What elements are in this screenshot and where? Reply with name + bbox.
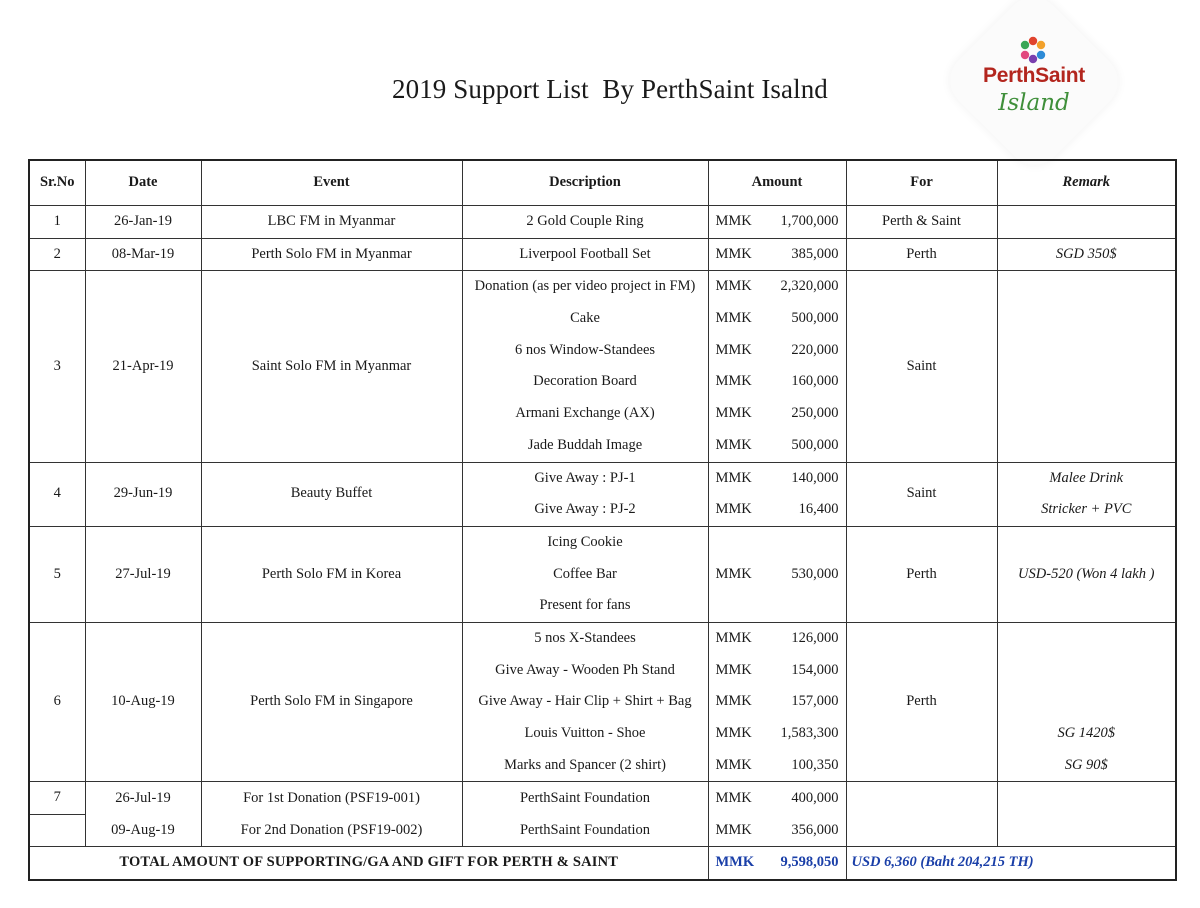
description bbox=[466, 783, 705, 815]
logo-dot bbox=[1021, 41, 1029, 49]
remark-line: Malee Drink bbox=[1049, 469, 1124, 486]
amount-line bbox=[712, 783, 843, 815]
table-row bbox=[29, 238, 1176, 271]
description-line: Give Away : PJ-2 bbox=[534, 501, 636, 518]
date: 21-Apr-19 bbox=[112, 357, 174, 374]
amount-value: 500,000 bbox=[791, 310, 839, 327]
cell-amount bbox=[708, 815, 846, 847]
amount-stack bbox=[712, 463, 843, 526]
amount-value: 1,700,000 bbox=[780, 213, 839, 229]
currency: MMK bbox=[715, 629, 752, 646]
amount-line bbox=[712, 847, 843, 879]
cell-event bbox=[201, 782, 462, 815]
amount-line bbox=[712, 463, 843, 495]
remark-line bbox=[1001, 623, 1173, 655]
cell-event bbox=[201, 462, 462, 526]
cell-for bbox=[846, 622, 997, 781]
amount-line bbox=[712, 398, 843, 430]
header-description: Description bbox=[462, 160, 708, 206]
table-header-row bbox=[29, 160, 1176, 206]
logo-dot bbox=[1021, 51, 1029, 59]
cell-event bbox=[201, 206, 462, 239]
logo-text-perthsaint: PerthSaint bbox=[982, 64, 1086, 87]
amount-value: 157,000 bbox=[791, 693, 839, 710]
cell-amount bbox=[708, 206, 846, 239]
amount-line bbox=[712, 494, 843, 526]
cell-event bbox=[201, 622, 462, 781]
cell-sr bbox=[29, 271, 85, 462]
amount-line bbox=[712, 303, 843, 335]
cell-remark bbox=[997, 526, 1176, 622]
event: For 2nd Donation (PSF19-002) bbox=[240, 821, 423, 838]
amount-line bbox=[712, 686, 843, 718]
table-row bbox=[29, 206, 1176, 239]
sr-no: 4 bbox=[53, 485, 61, 502]
amount-stack bbox=[712, 783, 843, 815]
amount-value: 250,000 bbox=[791, 405, 839, 422]
event: Perth Solo FM in Singapore bbox=[250, 693, 413, 710]
amount-stack bbox=[712, 206, 843, 238]
remark-line bbox=[1001, 655, 1173, 687]
total-row bbox=[29, 847, 1176, 881]
amount-line bbox=[712, 271, 843, 303]
amount-stack bbox=[712, 271, 843, 461]
cell-remark bbox=[997, 782, 1176, 815]
date: 09-Aug-19 bbox=[111, 821, 175, 838]
cell-sr bbox=[29, 622, 85, 781]
cell-sr bbox=[29, 462, 85, 526]
date: 08-Mar-19 bbox=[111, 245, 175, 262]
header-for: For bbox=[846, 160, 997, 206]
date: 29-Jun-19 bbox=[113, 485, 173, 502]
date: 26-Jul-19 bbox=[115, 789, 171, 806]
amount-value: 126,000 bbox=[791, 629, 839, 646]
currency: MMK bbox=[715, 373, 752, 390]
brand-logo bbox=[966, 14, 1102, 148]
for: Perth & Saint bbox=[882, 213, 961, 229]
cell-sr bbox=[29, 206, 85, 239]
cell-remark bbox=[997, 815, 1176, 847]
description bbox=[466, 527, 705, 622]
currency: MMK bbox=[715, 278, 752, 295]
cell-amount bbox=[708, 782, 846, 815]
amount-value: 100,350 bbox=[791, 756, 839, 773]
table-row bbox=[29, 782, 1176, 815]
remark-line bbox=[1001, 366, 1173, 398]
for: Perth bbox=[906, 565, 937, 582]
currency: MMK bbox=[715, 245, 752, 262]
total-label: TOTAL AMOUNT OF SUPPORTING/GA AND GIFT FOR PERTH & SAINT bbox=[119, 854, 619, 871]
cell-date bbox=[85, 526, 201, 622]
amount-line bbox=[712, 750, 843, 782]
currency: MMK bbox=[715, 789, 752, 806]
table-body bbox=[29, 206, 1176, 881]
cell-description bbox=[462, 462, 708, 526]
table-row bbox=[29, 526, 1176, 622]
logo-dot bbox=[1037, 41, 1045, 49]
cell-for bbox=[846, 526, 997, 622]
description-line: PerthSaint Foundation bbox=[519, 789, 651, 806]
logo-dot bbox=[1029, 37, 1037, 45]
remark-line bbox=[1001, 430, 1173, 462]
currency: MMK bbox=[715, 661, 752, 678]
for: Perth bbox=[906, 245, 937, 262]
amount-stack bbox=[712, 239, 843, 271]
amount-line bbox=[712, 718, 843, 750]
description: PerthSaint Foundation bbox=[519, 821, 651, 838]
currency: MMK bbox=[715, 565, 752, 582]
event: LBC FM in Myanmar bbox=[267, 213, 396, 229]
remark bbox=[1001, 623, 1173, 781]
event: For 1st Donation (PSF19-001) bbox=[243, 789, 420, 806]
cell-description bbox=[462, 238, 708, 271]
sr-no: 3 bbox=[53, 357, 61, 374]
amount-value: 530,000 bbox=[791, 565, 839, 582]
cell-date bbox=[85, 782, 201, 815]
sr-no: 7 bbox=[53, 789, 61, 806]
remark-line bbox=[1001, 398, 1173, 430]
remark-line bbox=[1001, 271, 1173, 303]
currency: MMK bbox=[715, 821, 752, 838]
logo-dot bbox=[1037, 51, 1045, 59]
description-line: Icing Cookie bbox=[547, 533, 623, 550]
cell-for bbox=[846, 238, 997, 271]
description-line: Armani Exchange (AX) bbox=[515, 405, 655, 422]
cell-date bbox=[85, 815, 201, 847]
currency: MMK bbox=[715, 213, 752, 229]
cell-for bbox=[846, 462, 997, 526]
description-line: Give Away : PJ-1 bbox=[534, 469, 636, 486]
description bbox=[466, 239, 705, 271]
description bbox=[466, 623, 705, 781]
total-currency: MMK bbox=[715, 854, 755, 871]
sr-no: 5 bbox=[53, 565, 61, 582]
amount-value: 140,000 bbox=[791, 469, 839, 486]
cell-description bbox=[462, 782, 708, 815]
cell-event bbox=[201, 815, 462, 847]
logo-dot bbox=[1029, 55, 1037, 63]
cell-date bbox=[85, 238, 201, 271]
amount-line bbox=[712, 206, 843, 238]
cell-event bbox=[201, 271, 462, 462]
date: 10-Aug-19 bbox=[111, 693, 175, 710]
cell-for bbox=[846, 271, 997, 462]
description-line: Decoration Board bbox=[533, 373, 637, 390]
sr-no: 2 bbox=[53, 245, 61, 262]
description bbox=[466, 206, 705, 238]
cell-remark bbox=[997, 462, 1176, 526]
cell-amount bbox=[708, 238, 846, 271]
amount-line bbox=[712, 559, 843, 591]
cell-sr bbox=[29, 526, 85, 622]
header-date: Date bbox=[85, 160, 201, 206]
header-amount: Amount bbox=[708, 160, 846, 206]
table-row bbox=[29, 462, 1176, 526]
header-event: Event bbox=[201, 160, 462, 206]
remark-line bbox=[1001, 206, 1173, 238]
currency: MMK bbox=[715, 469, 752, 486]
amount-line bbox=[712, 655, 843, 687]
for: Saint bbox=[906, 485, 937, 502]
remark-line: SG 90$ bbox=[1064, 756, 1108, 773]
amount-line bbox=[712, 623, 843, 655]
total-usd: USD 6,360 (Baht 204,215 TH) bbox=[851, 854, 1034, 871]
currency: MMK bbox=[715, 436, 752, 453]
sr-no: 6 bbox=[53, 693, 61, 710]
event: Beauty Buffet bbox=[290, 485, 373, 502]
remark-line: SG 1420$ bbox=[1057, 725, 1116, 742]
cell-description bbox=[462, 206, 708, 239]
cell-for bbox=[846, 206, 997, 239]
description-line: Liverpool Football Set bbox=[519, 245, 651, 262]
description-line: Give Away - Hair Clip + Shirt + Bag bbox=[478, 693, 692, 710]
remark-line bbox=[1001, 335, 1173, 367]
description-line: Coffee Bar bbox=[553, 565, 617, 582]
amount-value: 154,000 bbox=[791, 661, 839, 678]
description-line: Present for fans bbox=[539, 597, 631, 614]
for: Perth bbox=[906, 693, 937, 710]
cell-date bbox=[85, 462, 201, 526]
page-title: 2019 Support List By PerthSaint Isalnd bbox=[392, 74, 828, 104]
cell-description bbox=[462, 526, 708, 622]
total-label-cell bbox=[29, 847, 708, 881]
currency: MMK bbox=[715, 310, 752, 327]
event: Perth Solo FM in Korea bbox=[261, 565, 402, 582]
currency: MMK bbox=[715, 725, 752, 742]
remark-line bbox=[1001, 686, 1173, 718]
amount-value: 356,000 bbox=[791, 821, 839, 838]
header-sr-no: Sr.No bbox=[29, 160, 85, 206]
currency: MMK bbox=[715, 501, 752, 518]
cell-for bbox=[846, 782, 997, 815]
flower-dots-icon bbox=[1018, 36, 1048, 64]
cell-description bbox=[462, 815, 708, 847]
amount-value: 16,400 bbox=[798, 501, 839, 518]
amount-line bbox=[712, 430, 843, 462]
remark bbox=[1001, 239, 1173, 271]
remark-line bbox=[1001, 303, 1173, 335]
amount-value: 1,583,300 bbox=[780, 725, 839, 742]
description-line: 6 nos Window-Standees bbox=[514, 341, 656, 358]
cell-amount bbox=[708, 462, 846, 526]
description-line: 2 Gold Couple Ring bbox=[526, 213, 644, 229]
cell-remark bbox=[997, 206, 1176, 239]
table-row bbox=[29, 271, 1176, 462]
cell-date bbox=[85, 271, 201, 462]
remark bbox=[1001, 463, 1173, 526]
cell-sr bbox=[29, 238, 85, 271]
amount-value: 385,000 bbox=[791, 245, 839, 262]
amount-line bbox=[712, 815, 843, 847]
description-line: Marks and Spancer (2 shirt) bbox=[504, 756, 666, 773]
for: Saint bbox=[906, 357, 937, 374]
cell-amount bbox=[708, 526, 846, 622]
remark-line: Stricker + PVC bbox=[1041, 501, 1132, 518]
amount-value: 160,000 bbox=[791, 373, 839, 390]
date: 26-Jan-19 bbox=[114, 213, 172, 229]
amount-line bbox=[712, 366, 843, 398]
event: Saint Solo FM in Myanmar bbox=[251, 357, 412, 374]
description-line: Jade Buddah Image bbox=[527, 436, 643, 453]
amount-value: 400,000 bbox=[791, 789, 839, 806]
cell-description bbox=[462, 271, 708, 462]
description-line: Cake bbox=[570, 310, 600, 327]
amount-value: 2,320,000 bbox=[780, 278, 839, 295]
event: Perth Solo FM in Myanmar bbox=[251, 245, 412, 262]
remark-line bbox=[1001, 783, 1173, 815]
currency: MMK bbox=[715, 405, 752, 422]
currency: MMK bbox=[715, 341, 752, 358]
support-table bbox=[28, 159, 1177, 881]
remark bbox=[1001, 783, 1173, 815]
description bbox=[466, 271, 705, 461]
cell-event bbox=[201, 526, 462, 622]
cell-date bbox=[85, 206, 201, 239]
cell-remark bbox=[997, 271, 1176, 462]
remark: USD-520 (Won 4 lakh ) bbox=[1018, 565, 1155, 582]
cell-date bbox=[85, 622, 201, 781]
currency: MMK bbox=[715, 693, 752, 710]
remark bbox=[1001, 206, 1173, 238]
logo-text-island: Island bbox=[998, 90, 1070, 116]
cell-for bbox=[846, 815, 997, 847]
table-row bbox=[29, 622, 1176, 781]
date: 27-Jul-19 bbox=[115, 565, 171, 582]
sr-no: 1 bbox=[53, 213, 61, 229]
table-row bbox=[29, 815, 1176, 847]
cell-remark bbox=[997, 238, 1176, 271]
total-amount: 9,598,050 bbox=[780, 854, 839, 871]
header-remark: Remark bbox=[997, 160, 1176, 206]
description-line: Louis Vuitton - Shoe bbox=[524, 725, 646, 742]
amount-value: 500,000 bbox=[791, 436, 839, 453]
remark-line: SGD 350$ bbox=[1055, 245, 1117, 262]
description-line: 5 nos X-Standees bbox=[534, 629, 636, 646]
cell-remark bbox=[997, 622, 1176, 781]
amount-line bbox=[712, 335, 843, 367]
cell-sr bbox=[29, 815, 85, 847]
cell-amount bbox=[708, 622, 846, 781]
cell-event bbox=[201, 238, 462, 271]
cell-amount bbox=[708, 271, 846, 462]
currency: MMK bbox=[715, 756, 752, 773]
description-line: Give Away - Wooden Ph Stand bbox=[495, 661, 675, 678]
amount-value: 220,000 bbox=[791, 341, 839, 358]
total-amount-cell bbox=[708, 847, 846, 881]
remark bbox=[1001, 271, 1173, 461]
amount-stack bbox=[712, 623, 843, 781]
cell-sr bbox=[29, 782, 85, 815]
total-usd-cell bbox=[846, 847, 1176, 881]
description-line: Donation (as per video project in FM) bbox=[474, 278, 696, 295]
cell-description bbox=[462, 622, 708, 781]
amount-line bbox=[712, 239, 843, 271]
description bbox=[466, 463, 705, 526]
